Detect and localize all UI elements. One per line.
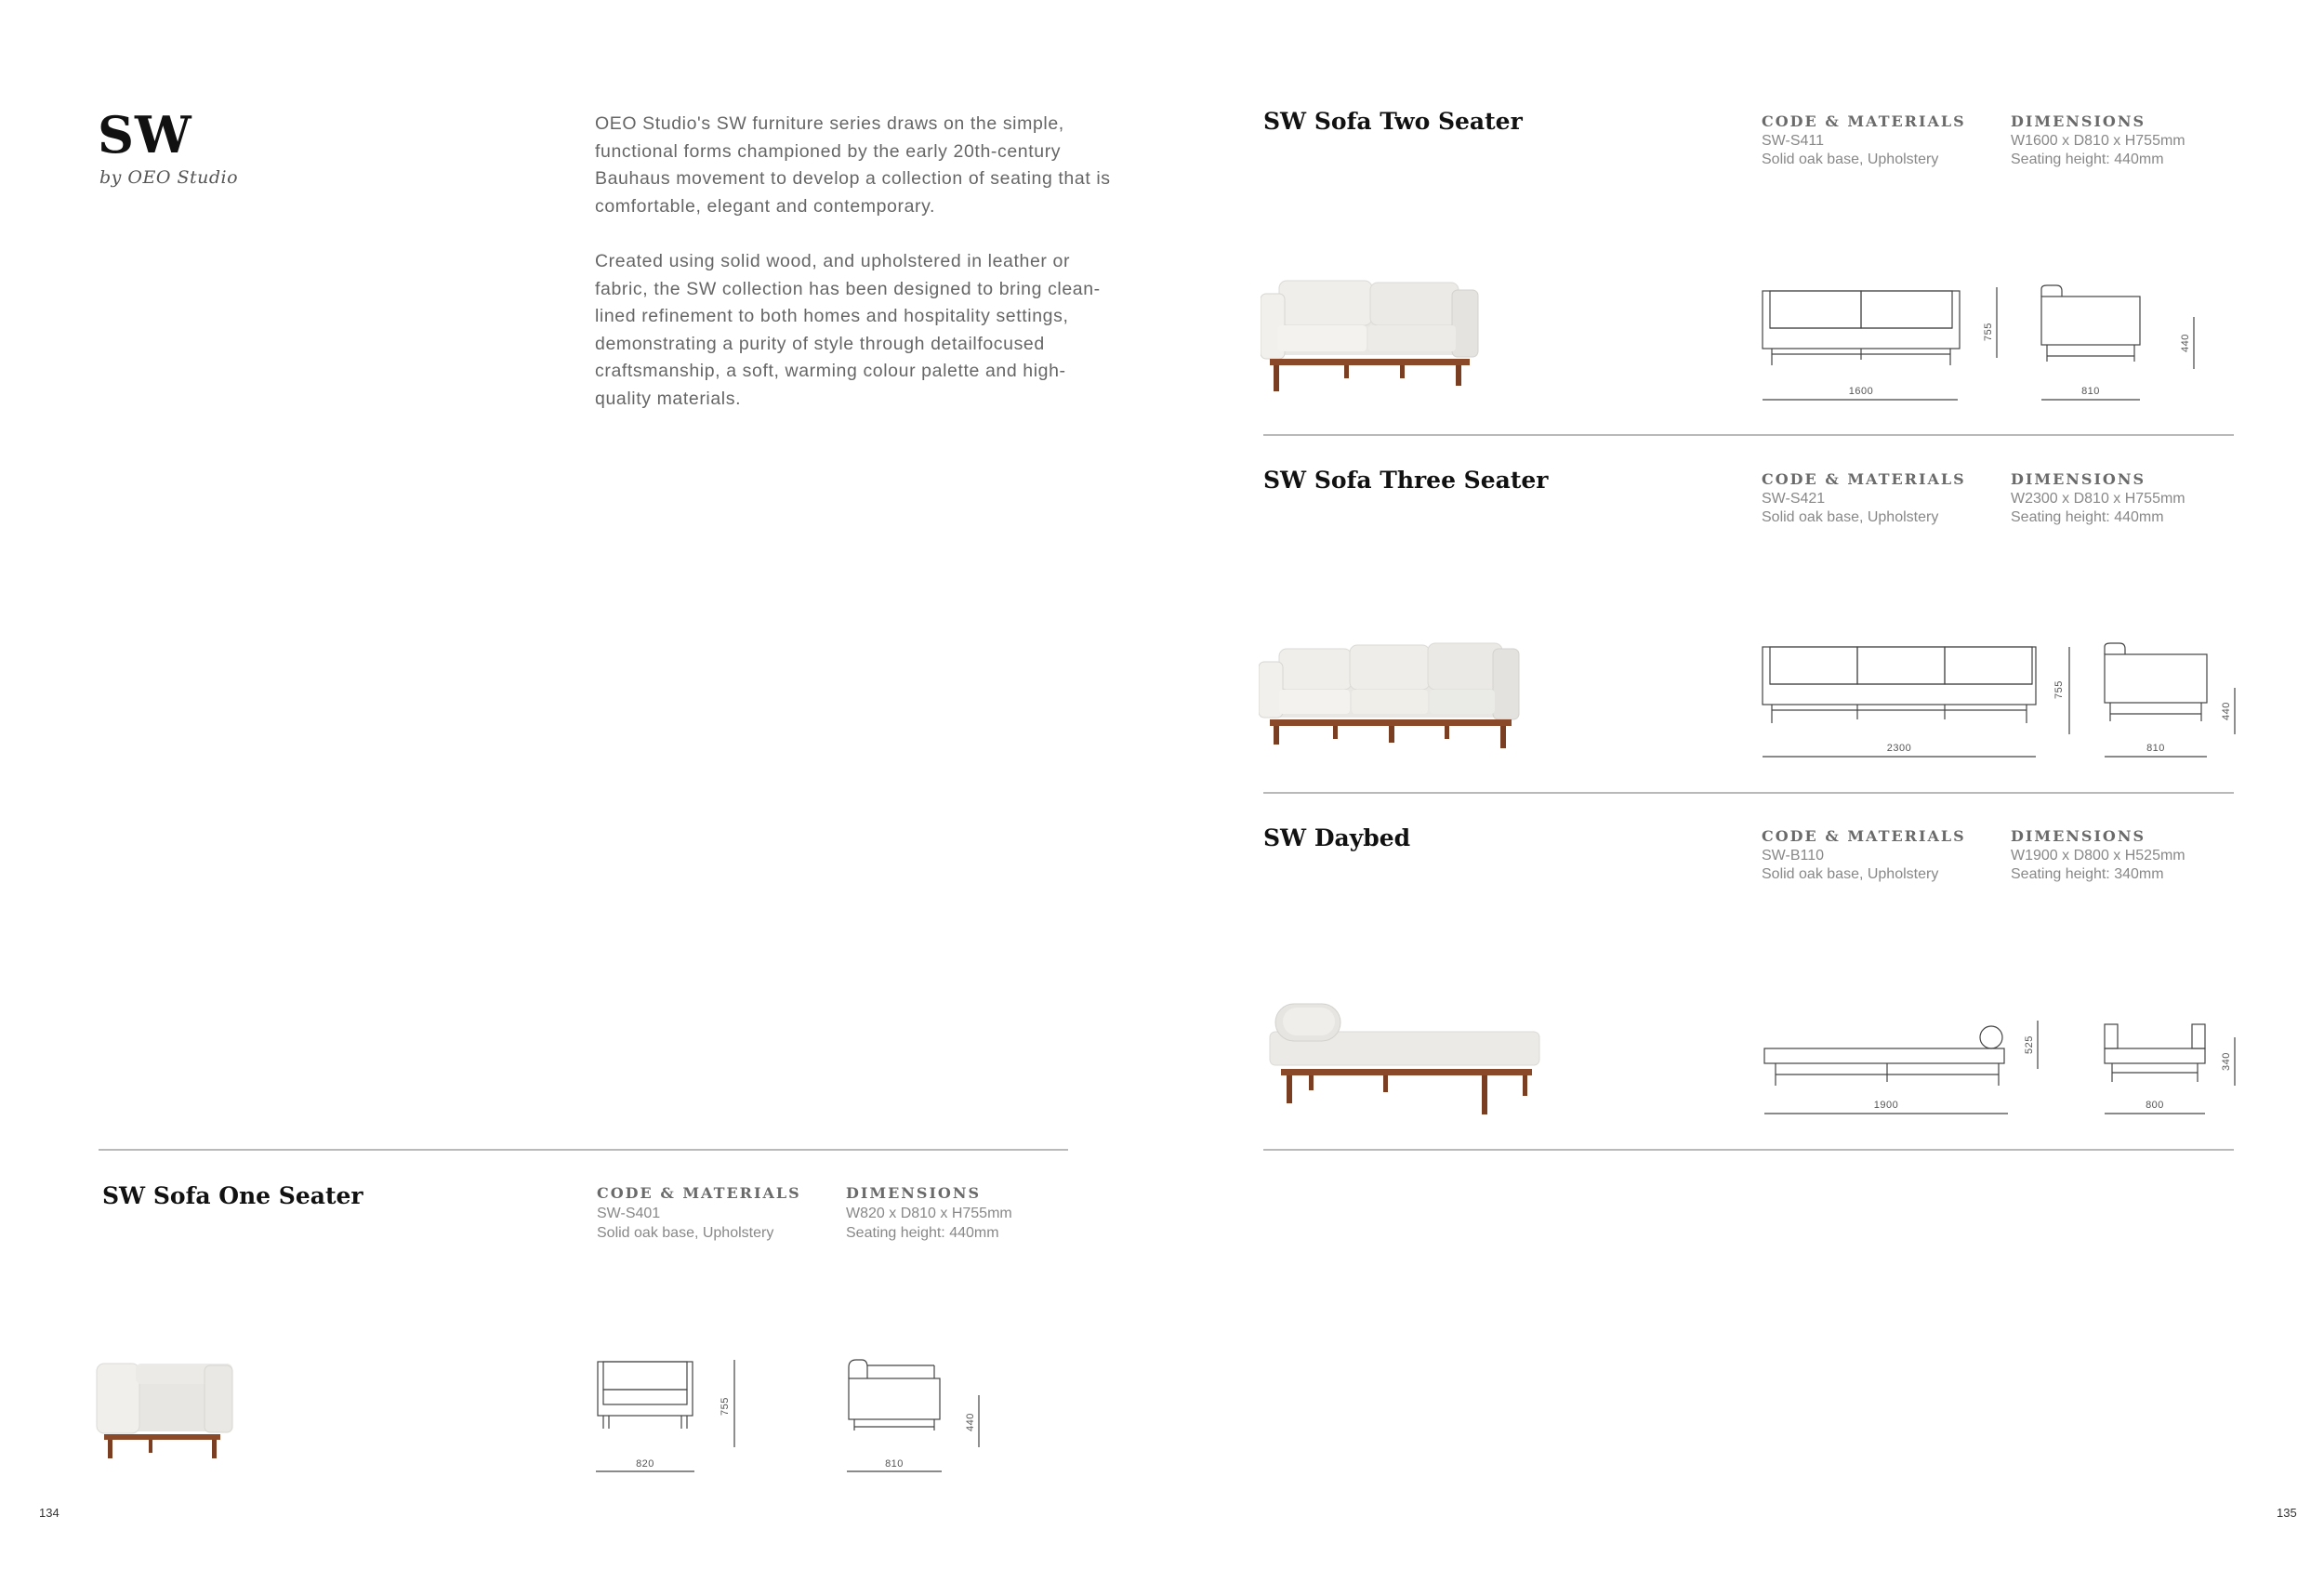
dim-width-label: 1900: [1873, 1100, 1899, 1111]
three-seater-front-drawing: [1757, 641, 2073, 762]
divider: [1263, 434, 2234, 436]
intro-paragraph-2: Created using solid wood, and upholstered in leather or fabric, the SW collection has been designed to bring clean-lined refinement to both homes and hospitality settings, demonstrating a purity of style through detailfocused craftsmanship, a soft, warming colour palette and high-quality materials.: [595, 250, 1101, 409]
dimensions-label: DIMENSIONS: [2011, 112, 2146, 130]
intro-paragraph-1: OEO Studio's SW furniture series draws on the simple, functional forms championed by the early 20th-century Bauhaus movement to develop a collection of seating that is comfortable, elegant and contemporary.: [595, 113, 1111, 217]
seating-height: Seating height: 440mm: [2011, 152, 2164, 167]
designer-byline: by OEO Studio: [99, 167, 239, 188]
dim-depth-label: 810: [2146, 743, 2165, 754]
dim-height-label: 755: [1983, 323, 1994, 341]
seating-height: Seating height: 340mm: [2011, 866, 2164, 882]
dim-width-label: 820: [636, 1458, 654, 1470]
daybed-front-drawing: [1757, 1021, 2045, 1123]
product-material: Solid oak base, Upholstery: [1762, 509, 1939, 525]
dim-height-label: 755: [720, 1397, 731, 1416]
product-title-daybed: SW Daybed: [1263, 824, 1411, 851]
seating-height: Seating height: 440mm: [846, 1225, 999, 1241]
product-material: Solid oak base, Upholstery: [1762, 152, 1939, 167]
product-dimensions: W1900 x D800 x H525mm: [2011, 848, 2185, 864]
divider: [99, 1149, 1068, 1151]
daybed-side-drawing: [2099, 1021, 2238, 1123]
product-dimensions: W2300 x D810 x H755mm: [2011, 491, 2185, 507]
seating-height: Seating height: 440mm: [2011, 509, 2164, 525]
dimensions-label: DIMENSIONS: [2011, 827, 2146, 845]
intro-text: [595, 111, 1116, 414]
dim-width-label: 1600: [1848, 386, 1874, 397]
dim-height-label: 755: [2053, 680, 2065, 699]
product-code: SW-B110: [1762, 848, 1824, 864]
two-seater-photo: [1261, 275, 1484, 396]
dim-seat-height-label: 440: [2221, 702, 2232, 720]
dim-height-label: 525: [2024, 1035, 2035, 1054]
dim-depth-label: 800: [2146, 1100, 2164, 1111]
product-code: SW-S401: [597, 1206, 661, 1221]
one-seater-front-drawing: [590, 1352, 748, 1473]
dim-depth-label: 810: [885, 1458, 904, 1470]
dim-depth-label: 810: [2081, 386, 2100, 397]
dim-width-label: 2300: [1886, 743, 1912, 754]
code-materials-label: CODE & MATERIALS: [597, 1184, 801, 1202]
code-materials-label: CODE & MATERIALS: [1762, 827, 1966, 845]
one-seater-side-drawing: [841, 1352, 999, 1473]
three-seater-photo: [1259, 639, 1524, 760]
one-seater-photo: [93, 1352, 242, 1464]
product-title-two-seater: SW Sofa Two Seater: [1263, 108, 1523, 135]
page-number-left: 134: [39, 1506, 59, 1520]
daybed-photo: [1262, 996, 1551, 1136]
code-materials-label: CODE & MATERIALS: [1762, 470, 1966, 488]
product-dimensions: W820 x D810 x H755mm: [846, 1206, 1012, 1221]
divider: [1263, 1149, 2234, 1151]
product-code: SW-S411: [1762, 133, 1824, 149]
product-title-one-seater: SW Sofa One Seater: [102, 1182, 363, 1209]
product-material: Solid oak base, Upholstery: [597, 1225, 774, 1241]
product-title-three-seater: SW Sofa Three Seater: [1263, 467, 1549, 494]
page-number-right: 135: [2277, 1506, 2297, 1520]
dim-seat-height-label: 440: [2180, 334, 2191, 352]
dimensions-label: DIMENSIONS: [846, 1184, 982, 1202]
product-code: SW-S421: [1762, 491, 1826, 507]
two-seater-front-drawing: [1757, 283, 1999, 404]
product-dimensions: W1600 x D810 x H755mm: [2011, 133, 2185, 149]
dim-seat-height-label: 340: [2221, 1052, 2232, 1071]
two-seater-side-drawing: [2036, 283, 2203, 404]
code-materials-label: CODE & MATERIALS: [1762, 112, 1966, 130]
dimensions-label: DIMENSIONS: [2011, 470, 2146, 488]
divider: [1263, 792, 2234, 794]
three-seater-side-drawing: [2099, 641, 2238, 762]
dim-seat-height-label: 440: [965, 1413, 976, 1431]
product-material: Solid oak base, Upholstery: [1762, 866, 1939, 882]
collection-title: SW: [98, 105, 192, 165]
